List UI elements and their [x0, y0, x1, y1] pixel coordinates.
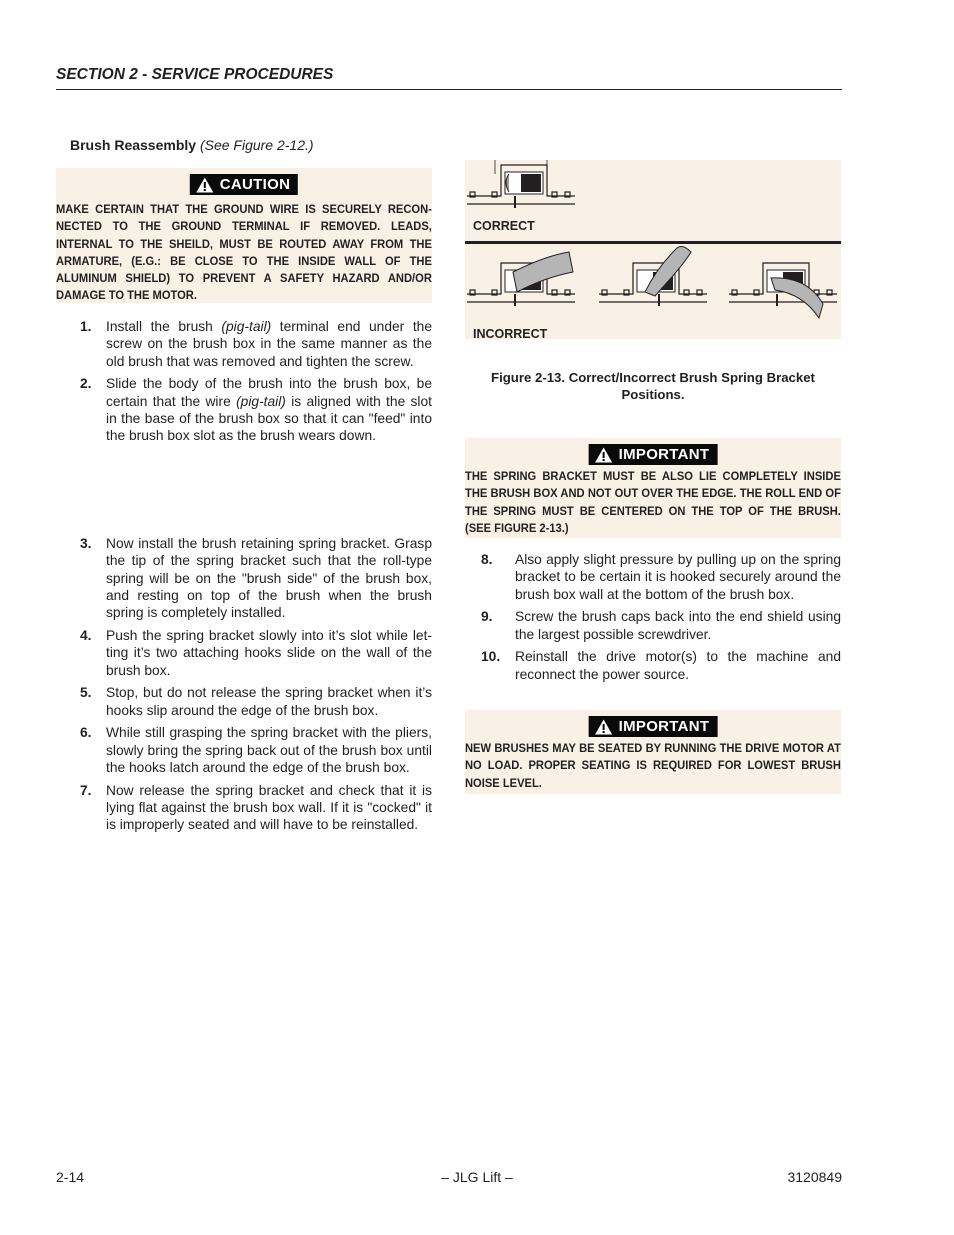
step-text: Now install the brush retaining spring bracket. Grasp the tip of the spring bracket such that the roll-type spring will be on the "brush side" of the brush box, and resting on top of the brush when the brush spring is completely installed.: [106, 536, 432, 621]
caution-text: MAKE CERTAIN THAT THE GROUND WIRE IS SECURELY RECON-NECTED TO THE GROUND TERMINAL IF REMOVED. LEADS, INTERNAL TO THE SHEILD, MUST BE ROUTED AWAY FROM THE ARMATURE, (E.G.: BE CLOSE TO THE INSIDE WALL OF THE ALUMINUM SHIELD) TO PREVENT A SAFETY HAZARD AND/OR DAMAGE TO THE MOTOR.: [56, 202, 432, 303]
step-text: terminal end under the screw on the brush box in the same manner as the old brush that was removed and tighten the screw.: [106, 319, 432, 369]
caution-badge: [190, 174, 298, 195]
step-item: [56, 375, 432, 444]
step-number: 3.: [80, 536, 92, 551]
caution-label: CAUTION: [219, 176, 291, 193]
subsection-heading: [70, 137, 314, 153]
step-text: Screw the brush caps back into the end shield using the largest possible screwdriver.: [515, 609, 841, 642]
step-item: [465, 608, 841, 643]
header-rule: [56, 89, 842, 90]
step-text: Now release the spring bracket and check that it is lying flat against the brush box wall. If it is "cocked" it is improperly seated and will have to be reinstalled.: [106, 782, 432, 833]
figure-caption: Figure 2-13. Correct/Incorrect Brush Spring Bracket Positions.: [491, 370, 815, 402]
steps-list-3: [465, 551, 841, 689]
step-number: 1.: [80, 319, 92, 334]
step-item: [56, 318, 432, 370]
footer-center: – JLG Lift –: [441, 1169, 513, 1185]
warning-triangle-icon: [595, 719, 613, 735]
important-label: IMPORTANT: [618, 718, 710, 735]
footer-page-number: 2-14: [56, 1169, 85, 1185]
warning-triangle-icon: [595, 447, 613, 463]
step-text: While still grasping the spring bracket with the pliers, slowly bring the spring back out of the brush box until the hooks latch around the edge of the brush box.: [106, 725, 432, 776]
footer-doc-number: 3120849: [787, 1169, 842, 1185]
figure-2-13: [465, 160, 841, 339]
step-number: 6.: [80, 725, 92, 741]
step-text: Also apply slight pressure by pulling up on the spring bracket to be certain it is hooked securely around the brush box wall at the bottom of the brush box.: [515, 552, 841, 602]
step-number: 2.: [80, 376, 92, 392]
subsection-title: Brush Reassembly: [70, 137, 197, 153]
step-text: Push the spring bracket slowly into it’s slot while let-ting it’s two attaching hooks slide on the wall of the brush box.: [106, 627, 432, 678]
step-text: is aligned with the slot in the base of the brush box so that it can "feed" into the brush box slot as the brush wears down.: [106, 393, 433, 444]
important-text: THE SPRING BRACKET MUST BE ALSO LIE COMPLETELY INSIDE THE BRUSH BOX AND NOT OUT OVER THE EDGE. THE ROLL END OF THE SPRING MUST BE CENTERED ON THE TOP OF THE BRUSH. (SEE FIGURE 2-13.): [465, 469, 841, 535]
important-badge: [589, 444, 718, 465]
important-notice-1: [465, 438, 841, 538]
step-text: Reinstall the drive motor(s) to the machine and reconnect the power source.: [515, 649, 841, 682]
step-item: [56, 724, 432, 776]
steps-list-1: [56, 318, 432, 450]
important-badge: [589, 716, 718, 737]
caution-notice: [56, 168, 432, 303]
step-text: Stop, but do not release the spring bracket when it’s hooks slip around the edge of the brush box.: [106, 685, 432, 718]
step-item: [56, 535, 432, 621]
steps-list-2: [56, 535, 432, 839]
step-item: [465, 648, 841, 683]
step-emphasis: (pig-tail): [221, 319, 272, 334]
important-label: IMPORTANT: [618, 446, 710, 463]
subsection-figure-ref: (See Figure 2-12.): [199, 137, 314, 153]
figure-label-incorrect: INCORRECT: [473, 327, 548, 341]
warning-triangle-icon: [196, 177, 214, 193]
step-item: [56, 684, 432, 719]
figure-divider: [465, 241, 841, 244]
step-number: 8.: [481, 552, 493, 567]
step-number: 10.: [481, 649, 501, 665]
step-item: [56, 627, 432, 679]
step-number: 5.: [80, 685, 92, 701]
step-text: Slide the body of the brush into the brush box, be certain that the wire: [106, 376, 432, 409]
step-number: 7.: [80, 782, 92, 798]
brush-box-correct-illustration: [465, 160, 841, 339]
step-emphasis: (pig-tail): [236, 393, 286, 409]
step-number: 4.: [80, 627, 92, 643]
step-item: [56, 782, 432, 834]
important-text: NEW BRUSHES MAY BE SEATED BY RUNNING THE DRIVE MOTOR AT NO LOAD. PROPER SEATING IS REQUIRED FOR LOWEST BRUSH NOISE LEVEL.: [465, 741, 841, 790]
step-text: Install the brush: [106, 319, 222, 334]
important-notice-2: [465, 710, 841, 794]
section-title: SECTION 2 - SERVICE PROCEDURES: [56, 66, 334, 83]
figure-label-correct: CORRECT: [473, 219, 535, 233]
step-item: [465, 551, 841, 603]
step-number: 9.: [481, 609, 493, 625]
